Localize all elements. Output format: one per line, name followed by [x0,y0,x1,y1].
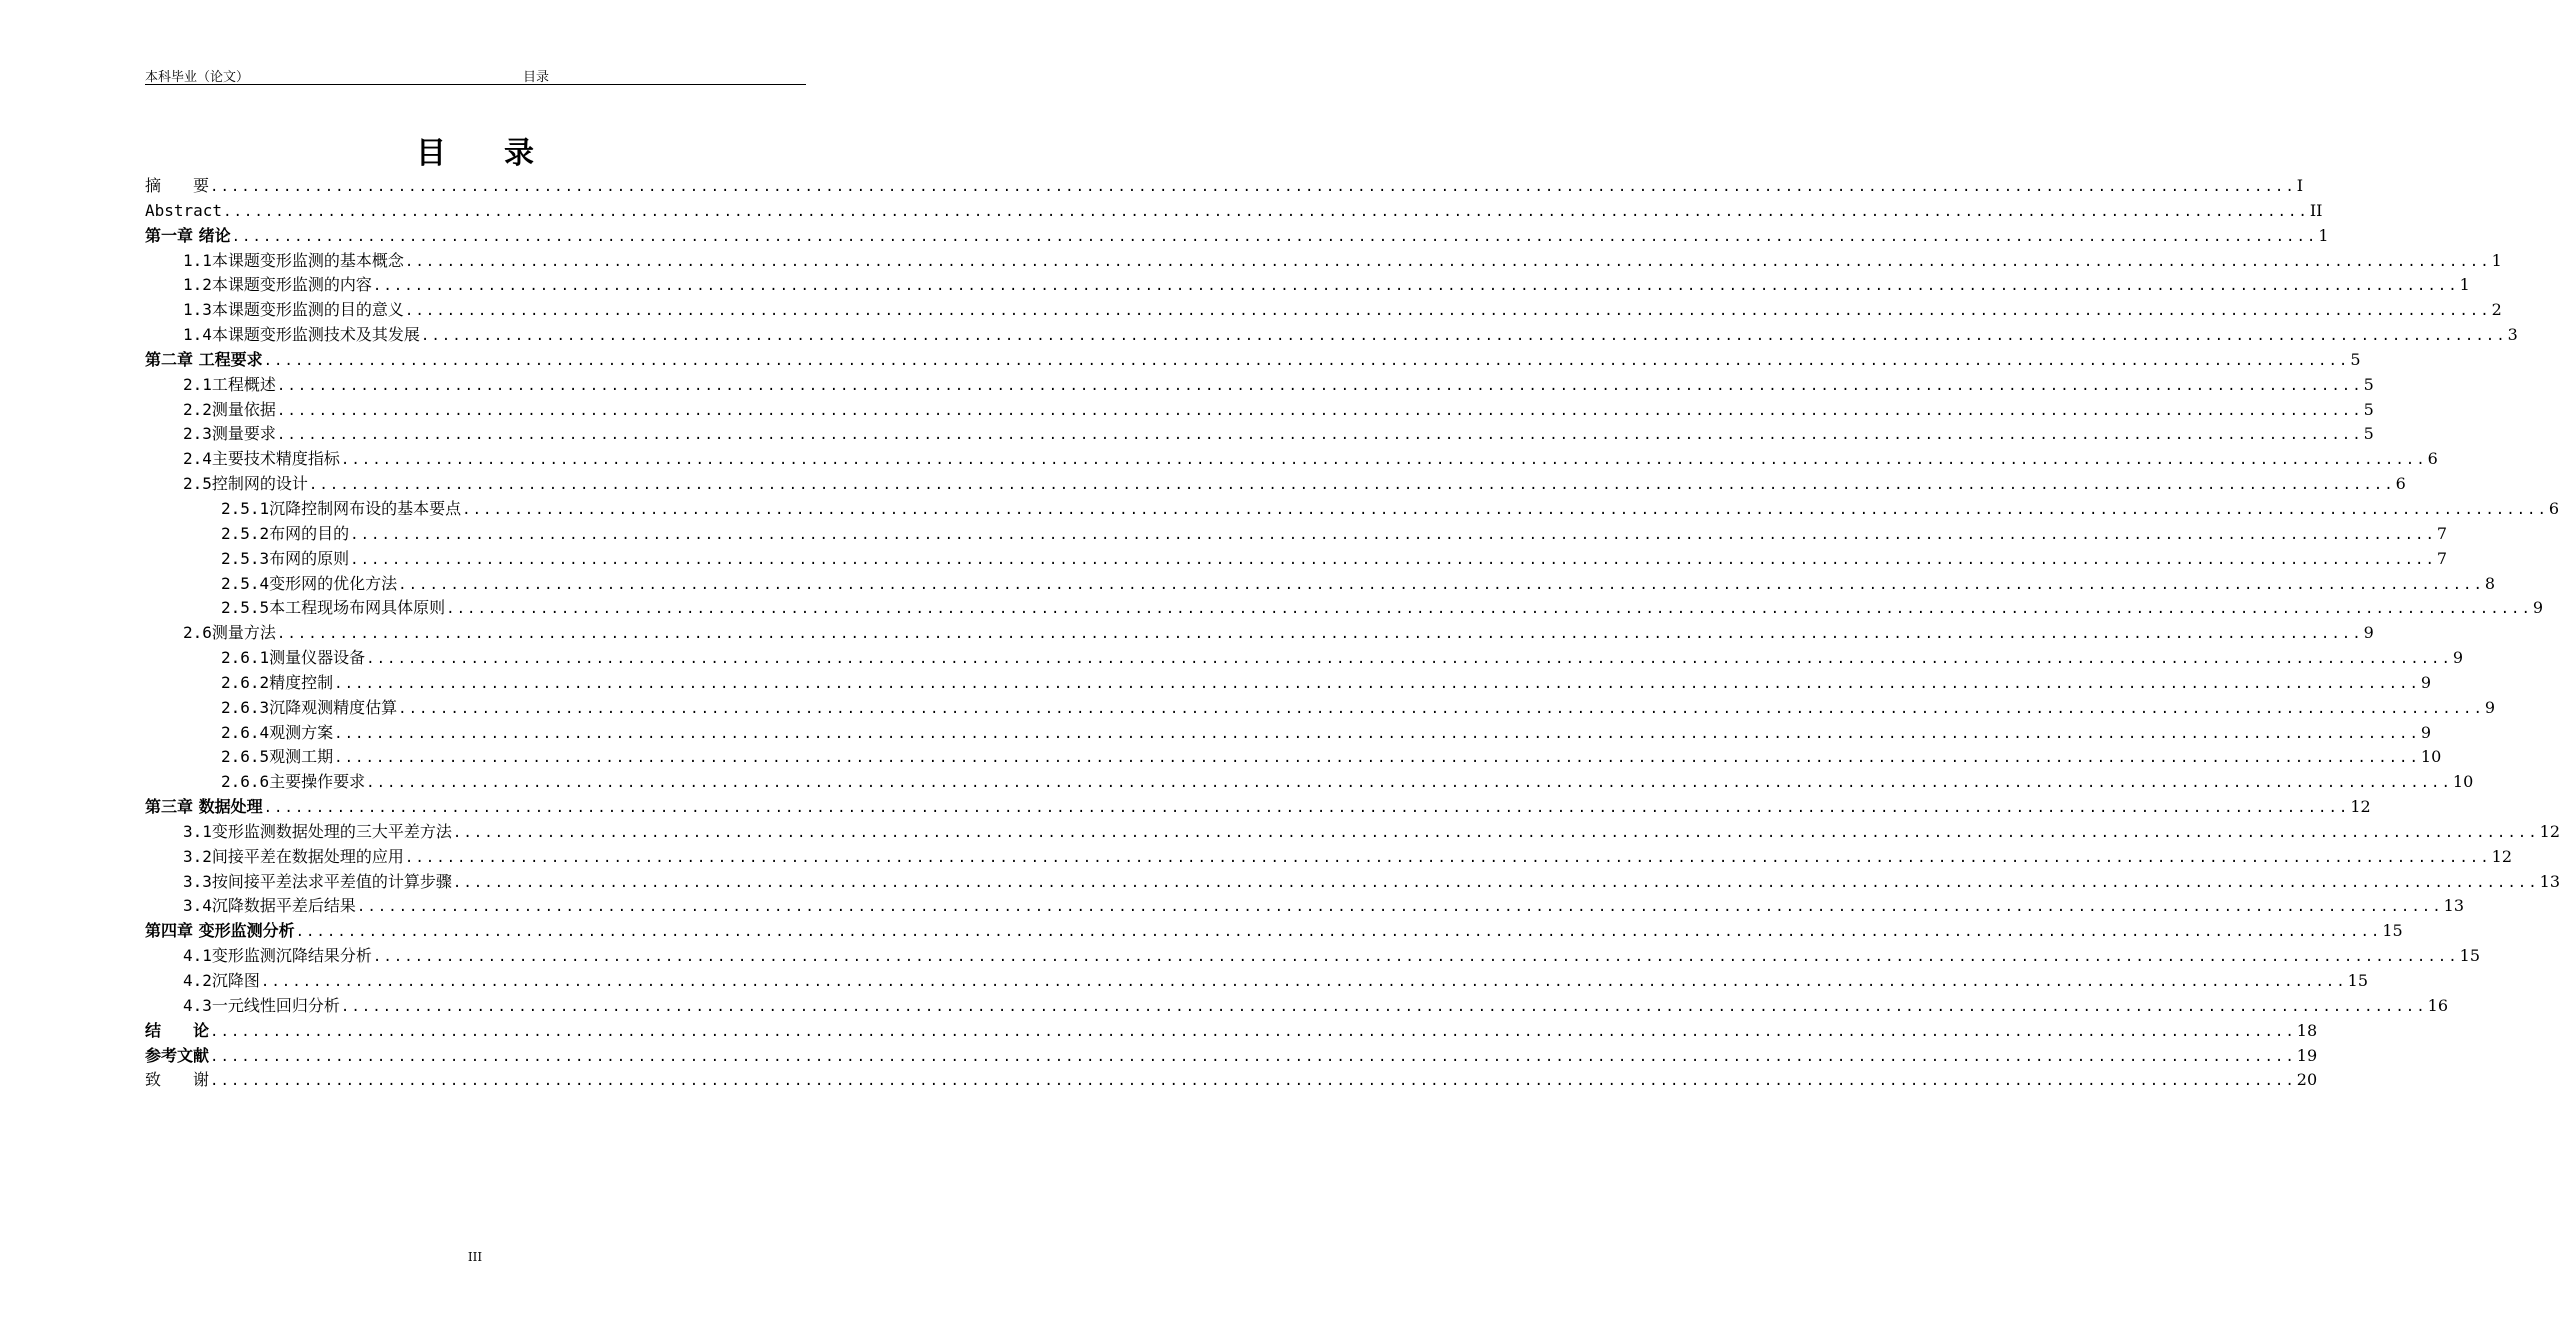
toc-entry-label: 3.4沉降数据平差后结果 [183,896,356,916]
toc-entry-page: 5 [2363,424,2374,444]
toc-entry-label: 2.6.3沉降观测精度估算 [221,697,398,717]
toc-entry[interactable] [145,646,2464,671]
dot-leader: ........................................................................................................................................................................................................ [398,700,2484,717]
toc-entry[interactable] [145,671,2432,696]
dot-leader: ........................................................................................................................................................................................................ [372,949,2459,966]
toc-entry[interactable] [145,696,2496,721]
toc-entry[interactable] [145,944,2481,969]
toc-entry-page: 18 [2296,1020,2318,1040]
toc-entry[interactable] [145,547,2448,572]
toc-entry[interactable] [145,795,2371,820]
dot-leader: ........................................................................................................................................................................................................ [334,750,2420,767]
toc-entry-page: 12 [2491,846,2513,866]
toc-entry-label: 摘 要 [145,176,210,195]
toc-entry[interactable] [145,472,2406,497]
dot-leader: ........................................................................................................................................................................................................ [276,626,2363,643]
toc-entry-label: 1.1本课题变形监测的基本概念 [183,250,404,270]
toc-entry-page: 9 [2420,722,2432,742]
toc-entry-page: 5 [2363,374,2374,394]
toc-entry[interactable] [145,199,2323,224]
dot-leader: ........................................................................................................................................................................................................ [308,477,2395,494]
toc-entry-label: 2.6.4观测方案 [221,722,334,742]
dot-leader: ........................................................................................................................................................................................................ [372,278,2459,295]
toc-entry-label: 第二章 工程要求 [145,349,263,369]
toc-entry[interactable] [145,1019,2318,1044]
toc-entry[interactable] [145,721,2432,746]
toc-entry[interactable] [145,497,2560,522]
toc-entry-label: 2.5控制网的设计 [183,474,308,494]
toc-entry-page: 12 [2539,821,2560,841]
dot-leader: ........................................................................................................................................................................................................ [260,974,2347,990]
toc-entry-label: 1.3本课题变形监测的目的意义 [183,300,404,320]
toc-entry-page: 2 [2491,300,2502,320]
toc-entry[interactable] [145,1068,2318,1093]
toc-entry-page: 9 [2452,648,2464,668]
dot-leader: ........................................................................................................................................................................................................ [210,1073,2296,1090]
toc-entry-page: 1 [2318,225,2329,245]
toc-entry-page: 16 [2427,995,2449,1015]
dot-leader: ........................................................................................................................................................................................................ [462,501,2548,518]
toc-entry[interactable] [145,994,2449,1019]
toc-entry[interactable] [145,348,2361,373]
toc-entry-label: 4.2沉降图 [183,971,260,990]
toc-entry[interactable] [145,323,2518,348]
toc-entry-label: 4.3一元线性回归分析 [183,995,340,1015]
toc-entry-page: 10 [2420,747,2442,767]
page-title: 目录 [416,136,592,171]
toc-entry-label: 1.4本课题变形监测技术及其发展 [183,325,420,345]
toc-entry-label: Abstract [145,200,223,220]
dot-leader: ........................................................................................................................................................................................................ [340,452,2427,469]
dot-leader: ........................................................................................................................................................................................................ [210,179,2296,195]
dot-leader: ........................................................................................................................................................................................................ [210,1048,2296,1065]
toc-entry-page: 15 [2382,921,2403,941]
toc-entry-page: 5 [2350,349,2361,369]
toc-entry[interactable] [145,522,2448,547]
toc-entry[interactable] [145,398,2374,423]
toc-entry-label: 2.4主要技术精度指标 [183,449,340,469]
toc-entry[interactable] [145,621,2374,646]
toc-entry-label: 2.3测量要求 [183,424,276,444]
toc-entry[interactable] [145,845,2513,870]
page-header [145,64,806,85]
toc-entry-label: 第四章 变形监测分析 [145,921,295,941]
toc-entry[interactable] [145,447,2438,472]
toc-entry-label: 参考文献 [145,1045,210,1065]
toc-entry-label: 2.6.5观测工期 [221,747,334,767]
dot-leader: ........................................................................................................................................................................................................ [263,352,2350,369]
dot-leader: ........................................................................................................................................................................................................ [334,675,2420,692]
toc-entry-page: 7 [2436,523,2448,543]
dot-leader: ........................................................................................................................................................................................................ [446,601,2532,618]
toc-entry-label: 结 论 [145,1020,210,1040]
toc-entry[interactable] [145,224,2329,249]
toc-entry-page: 15 [2347,971,2369,990]
dot-leader: ........................................................................................................................................................................................................ [334,725,2420,742]
dot-leader: ........................................................................................................................................................................................................ [366,775,2452,792]
toc-entry-page: 13 [2443,896,2465,916]
toc-entry-label: 致 谢 [145,1070,210,1090]
toc-entry-page: 9 [2420,672,2432,692]
toc-entry-label: 2.6.2精度控制 [221,672,334,692]
toc-entry-label: 2.5.5本工程现场布网具体原则 [221,598,446,618]
toc-entry-label: 2.6.1测量仪器设备 [221,648,366,668]
header-left-text: 本科毕业（论文） [145,70,250,85]
toc-entry-page: 9 [2484,697,2496,717]
table-of-contents [145,174,2560,1093]
dot-leader: ........................................................................................................................................................................................................ [276,402,2363,419]
toc-entry-page: 1 [2491,250,2502,270]
toc-entry-label: 2.6测量方法 [183,623,276,643]
dot-leader: ........................................................................................................................................................................................................ [210,1023,2296,1040]
toc-entry-label: 3.2间接平差在数据处理的应用 [183,846,404,866]
toc-entry-page: 13 [2539,871,2560,891]
toc-entry-label: 1.2本课题变形监测的内容 [183,275,372,295]
toc-entry-label: 3.3按间接平差法求平差值的计算步骤 [183,871,452,891]
dot-leader: ........................................................................................................................................................................................................ [223,203,2309,220]
toc-entry-label: 4.1变形监测沉降结果分析 [183,946,372,966]
toc-entry-page: 5 [2363,399,2374,419]
page-number: III [467,1250,483,1264]
toc-entry[interactable] [145,373,2374,398]
toc-entry[interactable] [145,174,2304,199]
toc-entry-page: 6 [2548,498,2560,518]
toc-entry-label: 2.5.1沉降控制网布设的基本要点 [221,498,462,518]
toc-entry-page: 8 [2484,573,2496,593]
toc-entry-page: 10 [2452,772,2474,792]
dot-leader: ........................................................................................................................................................................................................ [231,228,2318,245]
dot-leader: ........................................................................................................................................................................................................ [366,651,2452,668]
toc-entry-label: 第三章 数据处理 [145,797,263,817]
toc-entry-label: 2.2测量依据 [183,399,276,419]
toc-entry-label: 2.5.4变形网的优化方法 [221,573,398,593]
toc-entry[interactable] [145,298,2502,323]
dot-leader: ........................................................................................................................................................................................................ [404,253,2491,270]
dot-leader: ........................................................................................................................................................................................................ [276,427,2363,444]
toc-entry[interactable] [145,596,2544,621]
toc-entry-page: 6 [2395,474,2406,494]
toc-entry[interactable] [145,820,2560,845]
toc-entry-page: 12 [2350,797,2371,817]
toc-entry[interactable] [145,249,2502,274]
toc-entry-page: 7 [2436,548,2448,568]
toc-entry-label: 2.1工程概述 [183,374,276,394]
toc-entry-page: 6 [2427,449,2438,469]
dot-leader: ........................................................................................................................................................................................................ [420,328,2507,345]
toc-entry-label: 第一章 绪论 [145,225,231,245]
toc-entry[interactable] [145,770,2474,795]
toc-entry-page: II [2309,200,2323,220]
toc-entry-label: 3.1变形监测数据处理的三大平差方法 [183,821,452,841]
toc-entry-page: 9 [2363,623,2374,643]
toc-entry[interactable] [145,422,2374,447]
toc-entry[interactable] [145,1044,2318,1069]
dot-leader: ........................................................................................................................................................................................................ [452,824,2539,841]
dot-leader: ........................................................................................................................................................................................................ [263,800,2350,817]
dot-leader: ........................................................................................................................................................................................................ [350,526,2436,543]
dot-leader: ........................................................................................................................................................................................................ [276,377,2363,394]
toc-entry-page: 3 [2507,325,2518,345]
toc-entry-page: 15 [2459,946,2481,966]
toc-entry-page: 1 [2459,275,2470,295]
toc-entry-page: 9 [2532,598,2544,618]
toc-entry-label: 2.5.3布网的原则 [221,548,350,568]
dot-leader: ........................................................................................................................................................................................................ [340,998,2427,1015]
dot-leader: ........................................................................................................................................................................................................ [356,899,2443,916]
toc-entry[interactable] [145,870,2560,895]
toc-entry[interactable] [145,894,2465,919]
toc-entry-page: 19 [2296,1045,2318,1065]
dot-leader: ........................................................................................................................................................................................................ [350,551,2436,568]
dot-leader: ........................................................................................................................................................................................................ [398,576,2484,593]
dot-leader: ........................................................................................................................................................................................................ [404,303,2491,320]
dot-leader: ........................................................................................................................................................................................................ [452,874,2539,891]
dot-leader: ........................................................................................................................................................................................................ [404,849,2491,866]
toc-entry[interactable] [145,919,2403,944]
toc-entry-label: 2.5.2布网的目的 [221,523,350,543]
toc-entry-page: 20 [2296,1070,2318,1090]
toc-entry-label: 2.6.6主要操作要求 [221,772,366,792]
toc-entry[interactable] [145,572,2496,597]
toc-entry[interactable] [145,745,2442,770]
header-center-text: 目录 [523,70,550,85]
toc-entry-page: I [2296,176,2304,195]
dot-leader: ........................................................................................................................................................................................................ [295,924,2382,941]
toc-entry[interactable] [145,273,2470,298]
toc-entry[interactable] [145,969,2369,994]
